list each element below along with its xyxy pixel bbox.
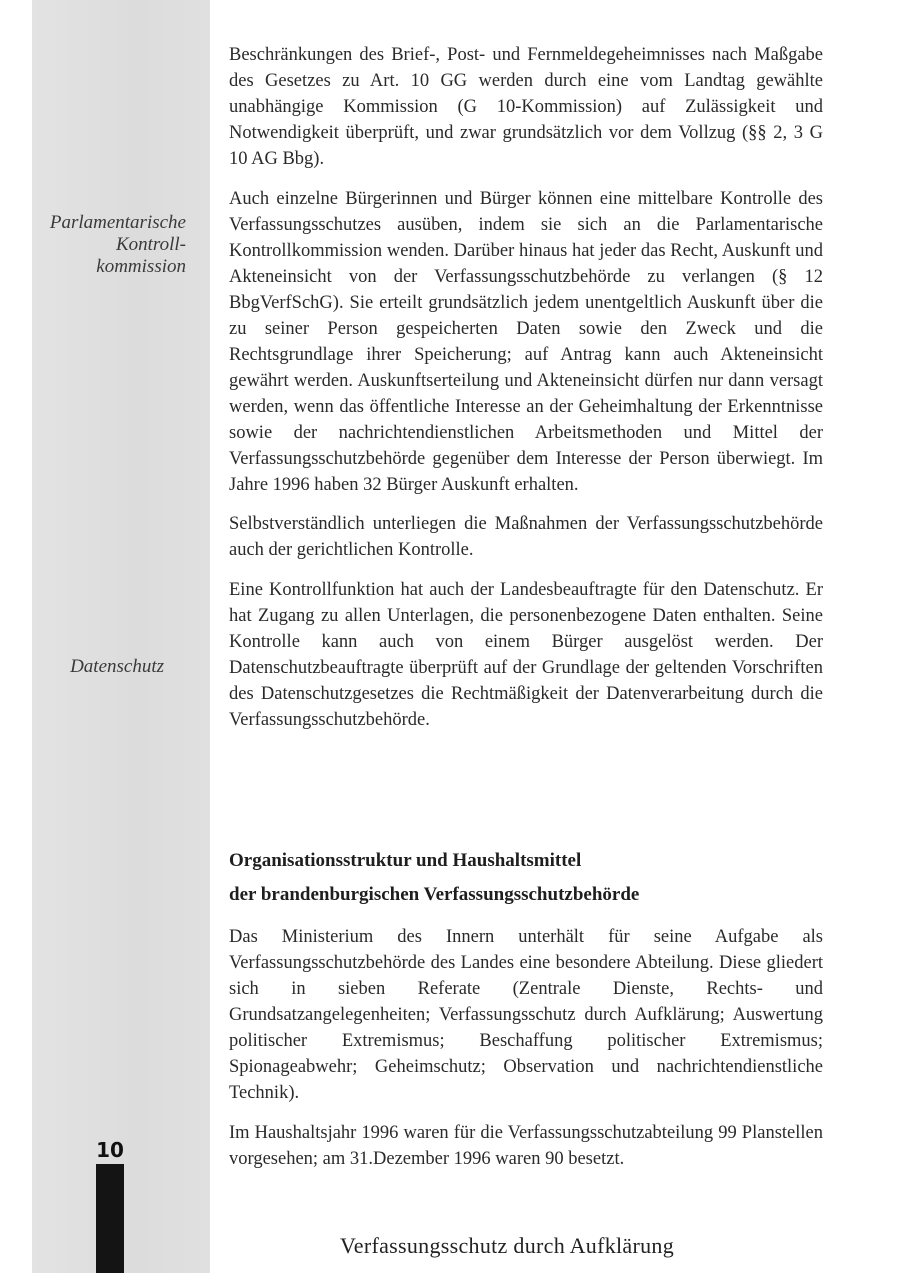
paragraph-datenschutz: Eine Kontrollfunktion hat auch der Landesbeauftragte für den Datenschutz. Er hat Zugang zu allen Unterlagen, die personenbezogene Daten enthalten. Seine Kontrolle kann auch von einem Bürger ausgelöst werden. Der Datenschutzbeauftragte überprüft auf der Grundlage der geltenden Vorschriften des Datenschutzgesetzes die Rechtmäßigkeit der Datenverarbeitung durch die Verfassungsschutzbehörde. <box>229 580 823 730</box>
paragraph-buerger-kontrolle: Auch einzelne Bürgerinnen und Bürger können eine mittelbare Kontrolle des Verfassungsschutzes ausüben, indem sie sich an die Parlamentarische Kontrollkommission wenden. Darüber hinaus hat jeder das Recht, Auskunft und Akteneinsicht von der Verfassungsschutzbehörde zu verlangen (§ 12 BbgVerfSchG). Sie erteilt grundsätzlich jedem unentgeltlich Auskunft über die zu seiner Person gespeicherten Daten sowie den Zweck und die Rechtsgrundlage ihrer Speicherung; auf Antrag kann auch Akteneinsicht gewährt werden. Auskunftserteilung und Akteneinsicht dürfen nur dann versagt werden, wenn das öffentliche Interesse an der Geheimhaltung der Erkenntnisse sowie der nachrichtendienstlichen Arbeitsmethoden und Mittel der Verfassungsschutzbehörde gegenüber dem Interesse der Person überwiegt. Im Jahre 1996 haben 32 Bürger Auskunft erhalten. <box>229 189 823 495</box>
paragraph-haushalt: Im Haushaltsjahr 1996 waren für die Verfassungsschutzabteilung 99 Planstellen vorgesehen; am 31.Dezember 1996 waren 90 besetzt. <box>229 1123 823 1169</box>
section-heading-line-2: der brandenburgischen Verfassungsschutzbehörde <box>229 884 640 905</box>
page-number: 10 <box>96 1138 124 1162</box>
margin-note-datenschutz: Datenschutz <box>70 656 164 677</box>
page-footer: Verfassungsschutz durch Aufklärung <box>340 1233 675 1258</box>
page-marker-bar <box>96 1164 124 1273</box>
margin-note-parlamentarische-kontrollkommission: Parlamentarische Kontroll- kommission <box>49 212 186 277</box>
second-text-block <box>229 924 823 1172</box>
section-heading <box>229 844 823 912</box>
section-heading-line-1: Organisationsstruktur und Haushaltsmittel <box>229 850 582 871</box>
paragraph-gerichtliche-kontrolle: Selbstverständlich unterliegen die Maßnahmen der Verfassungsschutzbehörde auch der gerichtlichen Kontrolle. <box>229 514 823 560</box>
main-text-block <box>229 42 823 733</box>
margin-column <box>32 0 210 1273</box>
paragraph-g10-kommission: Beschränkungen des Brief-, Post- und Fernmeldegeheimnisses nach Maßgabe des Gesetzes zu Art. 10 GG werden durch eine vom Landtag gewählte unabhängige Kommission (G 10-Kommission) auf Zulässigkeit und Notwendigkeit überprüft, und zwar grundsätzlich vor dem Vollzug (§§ 2, 3 G 10 AG Bbg). <box>229 45 823 169</box>
paragraph-organisation: Das Ministerium des Innern unterhält für seine Aufgabe als Verfassungsschutzbehörde des Landes eine besondere Abteilung. Diese gliedert sich in sieben Referate (Zentrale Dienste, Rechts- und Grundsatzangelegenheiten; Verfassungsschutz durch Aufklärung; Auswertung politischer Extremismus; Beschaffung politischer Extremismus; Spionageabwehr; Geheimschutz; Observation und nachrichtendienstliche Technik). <box>229 927 823 1103</box>
